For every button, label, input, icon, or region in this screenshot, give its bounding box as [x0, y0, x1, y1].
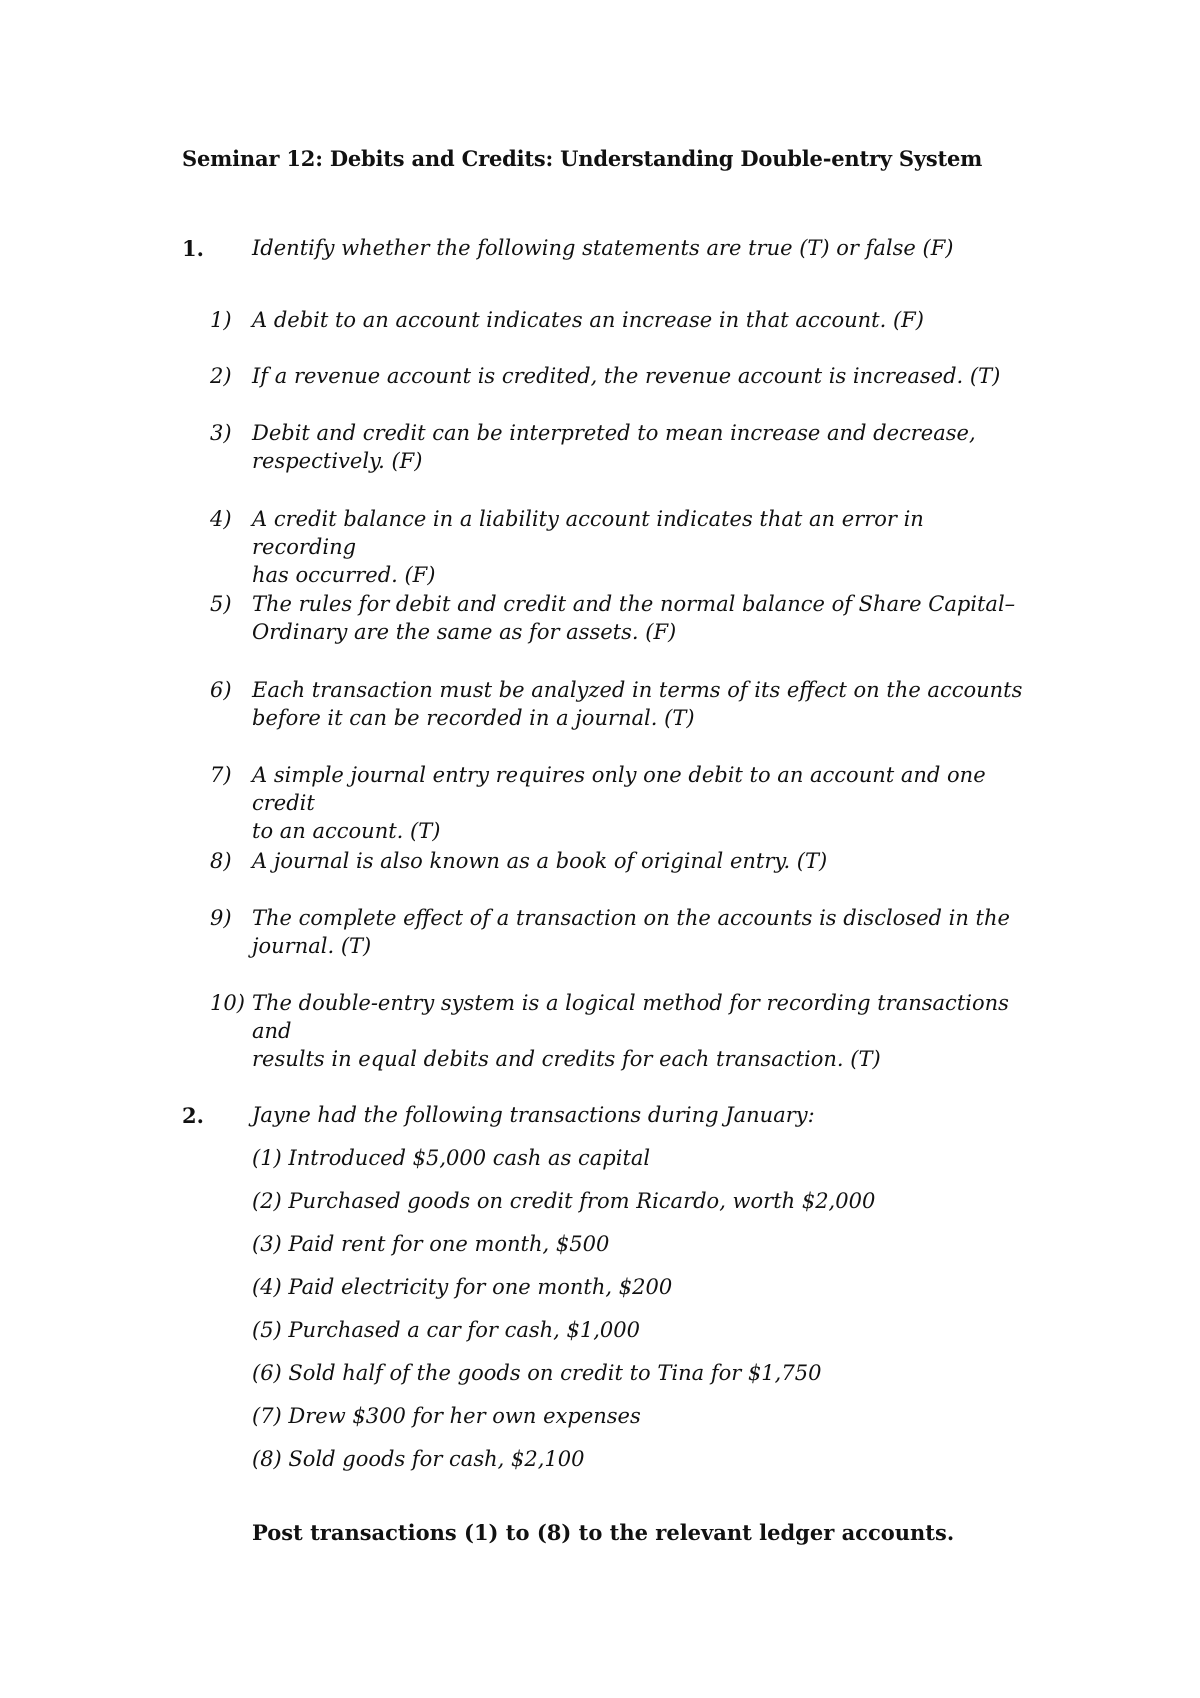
- statement-text: If a revenue account is credited, the revenue account is increased. (T): [252, 364, 1001, 388]
- transaction-item: (8) Sold goods for cash, $2,100: [252, 1447, 585, 1471]
- statement-number: 1): [210, 308, 232, 332]
- question-2-prompt: Jayne had the following transactions during January:: [252, 1103, 815, 1127]
- statement-item: [210, 590, 1030, 646]
- statement-number: 7): [210, 763, 232, 787]
- question-2-instruction: Post transactions (1) to (8) to the relevant ledger accounts.: [252, 1520, 955, 1545]
- statement-number: 5): [210, 592, 232, 616]
- statement-text: The double-entry system is a logical method for recording transactions and results in equal debits and credits for each transaction. (T): [252, 991, 1009, 1071]
- transaction-item: (5) Purchased a car for cash, $1,000: [252, 1318, 640, 1342]
- statement-number: 8): [210, 849, 232, 873]
- transaction-item: (6) Sold half of the goods on credit to Tina for $1,750: [252, 1361, 822, 1385]
- question-1-prompt: Identify whether the following statements are true (T) or false (F): [252, 236, 954, 260]
- statement-text: A journal is also known as a book of original entry. (T): [252, 849, 828, 873]
- statement-text: The complete effect of a transaction on the accounts is disclosed in the journal. (T): [252, 906, 1010, 958]
- statement-item: [210, 306, 1030, 334]
- statement-item: [210, 362, 1030, 390]
- transaction-item: (2) Purchased goods on credit from Ricardo, worth $2,000: [252, 1189, 876, 1213]
- statement-number: 9): [210, 906, 232, 930]
- statement-number: 4): [210, 507, 232, 531]
- statement-item: [210, 761, 1030, 845]
- statement-item: [210, 419, 1030, 475]
- statement-text: A debit to an account indicates an increase in that account. (F): [252, 308, 924, 332]
- transaction-item: (7) Drew $300 for her own expenses: [252, 1404, 641, 1428]
- statement-number: 6): [210, 678, 232, 702]
- question-1-number: 1.: [182, 236, 204, 261]
- statement-text: Each transaction must be analyzed in terms of its effect on the accounts before it can be recorded in a journal. (T): [252, 678, 1023, 730]
- question-2-number: 2.: [182, 1103, 204, 1128]
- statement-number: 10): [210, 991, 245, 1015]
- statement-number: 3): [210, 421, 232, 445]
- statement-item: [210, 676, 1030, 732]
- transaction-item: (4) Paid electricity for one month, $200: [252, 1275, 673, 1299]
- transaction-item: (1) Introduced $5,000 cash as capital: [252, 1146, 651, 1170]
- statement-text: The rules for debit and credit and the normal balance of Share Capital– Ordinary are the same as for assets. (F): [252, 592, 1016, 644]
- statement-text: A credit balance in a liability account indicates that an error in recording has occurred. (F): [252, 507, 924, 587]
- statement-text: Debit and credit can be interpreted to mean increase and decrease, respectively. (F): [252, 421, 976, 473]
- statement-number: 2): [210, 364, 232, 388]
- statement-item: [210, 847, 1030, 875]
- transaction-item: (3) Paid rent for one month, $500: [252, 1232, 610, 1256]
- statement-item: [210, 505, 1030, 589]
- page-title: Seminar 12: Debits and Credits: Understanding Double-entry System: [182, 146, 983, 171]
- statement-text: A simple journal entry requires only one debit to an account and one credit to an account. (T): [252, 763, 986, 843]
- statement-item: [210, 989, 1030, 1073]
- statement-item: [210, 904, 1030, 960]
